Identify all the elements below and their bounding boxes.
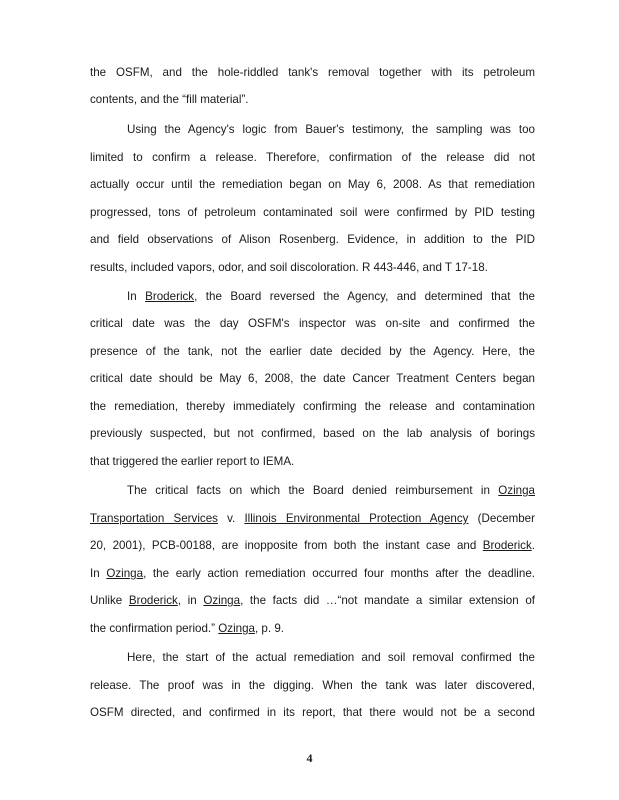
text-line — [90, 316, 535, 332]
text-segment: the confirmation period.” — [90, 622, 219, 635]
text-line — [90, 260, 535, 276]
text-segment: 20, 2001), PCB-00188, are inopposite from both the instant case and — [90, 539, 483, 552]
text-line — [127, 483, 535, 499]
case-citation: Ozinga — [203, 594, 241, 607]
text-line — [90, 566, 535, 582]
text-line — [90, 705, 535, 721]
text-segment: In — [127, 290, 146, 303]
text-line — [90, 426, 535, 442]
text-segment: results, included vapors, odor, and soil discoloration. R 443-446, and T 17-18. — [90, 261, 488, 274]
text-segment: release. The proof was in the digging. When the tank was later discovered, — [90, 679, 535, 692]
text-segment: the remediation, thereby immediately confirming the release and contamination — [90, 400, 535, 413]
text-line — [127, 650, 535, 666]
text-segment: , the Board reversed the Agency, and determined that the — [194, 290, 535, 303]
text-segment: actually occur until the remediation began on May 6, 2008. As that remediation — [90, 178, 535, 191]
case-citation: Broderick — [482, 539, 532, 552]
text-line — [90, 454, 535, 470]
text-segment: limited to confirm a release. Therefore, confirmation of the release did not — [90, 151, 535, 164]
text-segment: Unlike — [90, 594, 129, 607]
text-line — [90, 678, 535, 694]
text-line — [90, 371, 535, 387]
text-segment: OSFM directed, and confirmed in its report, that there would not be a second — [90, 706, 535, 719]
text-line — [90, 177, 535, 193]
text-segment: The critical facts on which the Board denied reimbursement in — [127, 484, 499, 497]
text-line — [90, 205, 535, 221]
case-citation: Ozinga — [106, 567, 144, 580]
text-line — [90, 399, 535, 415]
case-citation: Broderick — [128, 594, 178, 607]
text-segment: (December — [468, 512, 535, 525]
case-citation: Broderick — [145, 290, 195, 303]
text-segment: v. — [217, 512, 245, 525]
text-line — [90, 65, 535, 81]
text-segment: contents, and the “fill material”. — [90, 93, 249, 106]
text-line — [90, 511, 535, 527]
text-segment: critical date should be May 6, 2008, the date Cancer Treatment Centers began — [90, 372, 535, 385]
text-segment: progressed, tons of petroleum contaminated soil were confirmed by PID testing — [90, 206, 535, 219]
text-line — [90, 593, 535, 609]
text-segment: previously suspected, but not confirmed, based on the lab analysis of borings — [90, 427, 535, 440]
text-line — [90, 621, 535, 637]
page-number: 4 — [306, 751, 313, 765]
text-line — [90, 344, 535, 360]
text-segment: . — [531, 539, 535, 552]
text-line — [90, 92, 535, 108]
text-line — [127, 122, 535, 138]
case-citation: Ozinga — [498, 484, 535, 497]
text-segment: the OSFM, and the hole-riddled tank's removal together with its petroleum — [90, 66, 535, 79]
text-line — [127, 289, 535, 305]
case-citation: Transportation Services — [90, 512, 218, 525]
text-segment: presence of the tank, not the earlier date decided by the Agency. Here, the — [90, 345, 535, 358]
text-segment: , p. 9. — [254, 622, 284, 635]
text-segment: In — [90, 567, 107, 580]
case-citation: Ozinga — [218, 622, 255, 635]
text-segment: , the early action remediation occurred four months after the deadline. — [143, 567, 535, 580]
case-citation: Illinois Environmental Protection Agency — [244, 512, 469, 525]
text-line — [90, 538, 535, 554]
text-segment: and field observations of Alison Rosenberg. Evidence, in addition to the PID — [90, 233, 535, 246]
text-segment: Using the Agency's logic from Bauer's testimony, the sampling was too — [127, 123, 535, 136]
text-segment: critical date was the day OSFM's inspector was on-site and confirmed the — [90, 317, 535, 330]
text-line — [90, 232, 535, 248]
text-line — [90, 150, 535, 166]
text-segment: , the facts did …“not mandate a similar extension of — [240, 594, 535, 607]
text-segment: that triggered the earlier report to IEMA. — [90, 455, 295, 468]
text-segment: Here, the start of the actual remediation and soil removal confirmed the — [127, 651, 535, 664]
text-segment: , in — [177, 594, 204, 607]
